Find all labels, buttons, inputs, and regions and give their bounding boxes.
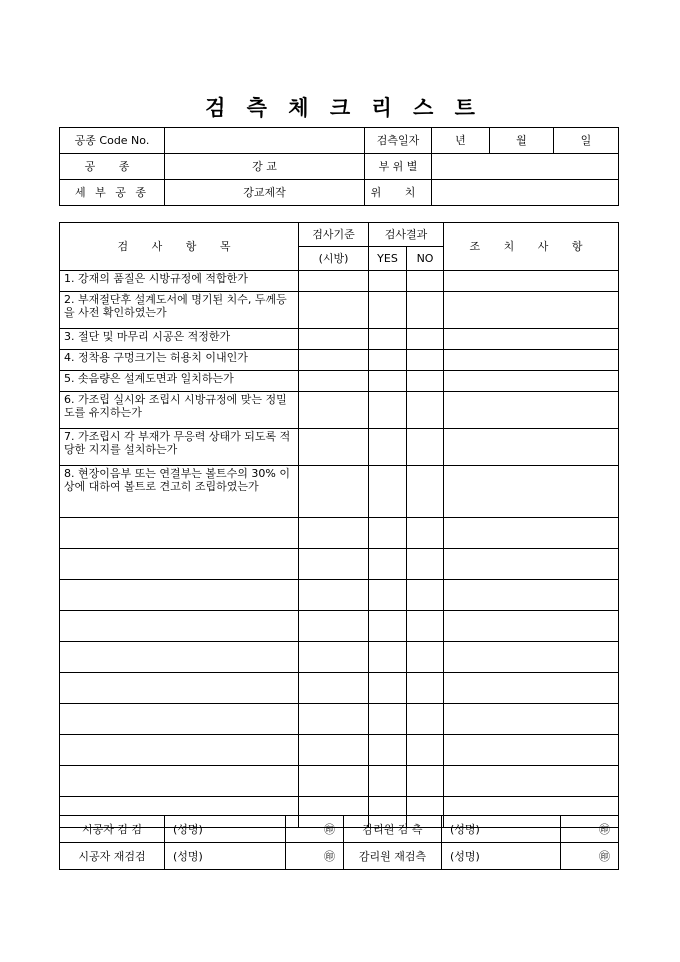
standard-cell[interactable] [299, 766, 369, 797]
action-cell[interactable] [444, 392, 619, 429]
yes-cell[interactable] [369, 429, 407, 466]
no-cell[interactable] [407, 673, 444, 704]
yes-cell[interactable] [369, 735, 407, 766]
empty-row [60, 642, 619, 673]
supervisor-reinspect-seal: ㊞ [561, 843, 619, 870]
standard-cell[interactable] [299, 329, 369, 350]
no-cell[interactable] [407, 271, 444, 292]
no-cell[interactable] [407, 704, 444, 735]
empty-row [60, 673, 619, 704]
empty-row [60, 766, 619, 797]
contractor-inspect-name[interactable]: (성명) [165, 816, 286, 843]
standard-cell[interactable] [299, 429, 369, 466]
supervisor-inspect-seal: ㊞ [561, 816, 619, 843]
item-cell[interactable] [60, 611, 299, 642]
standard-cell[interactable] [299, 611, 369, 642]
yes-cell[interactable] [369, 466, 407, 518]
work-code-field[interactable] [165, 128, 365, 154]
no-cell[interactable] [407, 392, 444, 429]
no-cell[interactable] [407, 466, 444, 518]
action-cell[interactable] [444, 292, 619, 329]
action-cell[interactable] [444, 704, 619, 735]
detail-work-field[interactable]: 강교제작 [165, 180, 365, 206]
action-cell[interactable] [444, 518, 619, 549]
action-cell[interactable] [444, 466, 619, 518]
supervisor-reinspect-label: 감리원 재검측 [344, 843, 442, 870]
work-type-label: 공 종 [60, 154, 165, 180]
empty-row [60, 704, 619, 735]
detail-work-label: 세 부 공 종 [60, 180, 165, 206]
date-day-field[interactable]: 일 [554, 128, 619, 154]
item-cell[interactable] [60, 580, 299, 611]
yes-cell[interactable] [369, 766, 407, 797]
standard-cell[interactable] [299, 580, 369, 611]
position-field[interactable] [432, 180, 619, 206]
standard-cell[interactable] [299, 642, 369, 673]
header-table [59, 127, 619, 206]
action-cell[interactable] [444, 329, 619, 350]
yes-cell[interactable] [369, 704, 407, 735]
item-cell[interactable] [60, 518, 299, 549]
col-standard-sub-header: (시방) [299, 247, 369, 271]
inspection-item: 2. 부재절단후 설계도서에 명기된 치수, 두께등을 사전 확인하였는가 [60, 292, 299, 329]
yes-cell[interactable] [369, 673, 407, 704]
standard-cell[interactable] [299, 371, 369, 392]
action-cell[interactable] [444, 735, 619, 766]
yes-cell[interactable] [369, 518, 407, 549]
yes-cell[interactable] [369, 580, 407, 611]
action-cell[interactable] [444, 371, 619, 392]
inspection-item: 3. 절단 및 마무리 시공은 적정한가 [60, 329, 299, 350]
empty-row [60, 580, 619, 611]
no-cell[interactable] [407, 350, 444, 371]
supervisor-inspect-label: 감리원 검 측 [344, 816, 442, 843]
no-cell[interactable] [407, 292, 444, 329]
col-action-header: 조 치 사 항 [444, 223, 619, 271]
location-part-field[interactable] [432, 154, 619, 180]
contractor-inspect-seal: ㊞ [286, 816, 344, 843]
no-cell[interactable] [407, 549, 444, 580]
work-type-field[interactable]: 강 교 [165, 154, 365, 180]
date-year-field[interactable]: 년 [432, 128, 490, 154]
standard-cell[interactable] [299, 518, 369, 549]
inspection-item: 7. 가조립시 각 부재가 무응력 상태가 되도록 적당한 지지를 설치하는가 [60, 429, 299, 466]
item-cell[interactable] [60, 673, 299, 704]
standard-cell[interactable] [299, 466, 369, 518]
action-cell[interactable] [444, 549, 619, 580]
no-cell[interactable] [407, 611, 444, 642]
contractor-reinspect-seal: ㊞ [286, 843, 344, 870]
inspection-item: 1. 강재의 품질은 시방규정에 적합한가 [60, 271, 299, 292]
no-cell[interactable] [407, 766, 444, 797]
no-cell[interactable] [407, 735, 444, 766]
no-cell[interactable] [407, 371, 444, 392]
work-code-label: 공종 Code No. [60, 128, 165, 154]
yes-cell[interactable] [369, 329, 407, 350]
item-cell[interactable] [60, 766, 299, 797]
yes-cell[interactable] [369, 392, 407, 429]
page-title: 검 측 체 크 리 스 트 [205, 95, 475, 120]
no-cell[interactable] [407, 518, 444, 549]
standard-cell[interactable] [299, 392, 369, 429]
empty-row [60, 735, 619, 766]
signature-table [59, 815, 619, 870]
location-part-label: 부 위 별 [365, 154, 432, 180]
empty-row [60, 518, 619, 549]
standard-cell[interactable] [299, 350, 369, 371]
standard-cell[interactable] [299, 735, 369, 766]
empty-row [60, 611, 619, 642]
supervisor-inspect-name[interactable]: (성명) [442, 816, 561, 843]
inspection-item: 6. 가조립 실시와 조립시 시방규정에 맞는 정밀도를 유지하는가 [60, 392, 299, 429]
col-result-header: 검사결과 [369, 223, 444, 247]
col-standard-header: 검사기준 [299, 223, 369, 247]
standard-cell[interactable] [299, 271, 369, 292]
yes-cell[interactable] [369, 611, 407, 642]
action-cell[interactable] [444, 429, 619, 466]
action-cell[interactable] [444, 673, 619, 704]
action-cell[interactable] [444, 611, 619, 642]
yes-cell[interactable] [369, 292, 407, 329]
inspection-item: 4. 정착용 구멍크기는 허용치 이내인가 [60, 350, 299, 371]
no-cell[interactable] [407, 580, 444, 611]
col-yes-header: YES [369, 247, 407, 271]
col-no-header: NO [407, 247, 444, 271]
supervisor-reinspect-name[interactable]: (성명) [442, 843, 561, 870]
action-cell[interactable] [444, 271, 619, 292]
item-cell[interactable] [60, 642, 299, 673]
yes-cell[interactable] [369, 350, 407, 371]
contractor-reinspect-label: 시공자 재검검 [60, 843, 165, 870]
action-cell[interactable] [444, 642, 619, 673]
date-month-field[interactable]: 월 [490, 128, 554, 154]
contractor-reinspect-name[interactable]: (성명) [165, 843, 286, 870]
inspection-item: 8. 현장이음부 또는 연결부는 볼트수의 30% 이상에 대하여 볼트로 견고히 조립하였는가 [60, 466, 299, 518]
action-cell[interactable] [444, 350, 619, 371]
yes-cell[interactable] [369, 642, 407, 673]
empty-row [60, 549, 619, 580]
standard-cell[interactable] [299, 704, 369, 735]
no-cell[interactable] [407, 329, 444, 350]
inspection-table [59, 222, 619, 828]
item-cell[interactable] [60, 735, 299, 766]
standard-cell[interactable] [299, 292, 369, 329]
standard-cell[interactable] [299, 673, 369, 704]
standard-cell[interactable] [299, 549, 369, 580]
col-items-header: 검 사 항 목 [60, 223, 299, 271]
no-cell[interactable] [407, 642, 444, 673]
yes-cell[interactable] [369, 271, 407, 292]
item-cell[interactable] [60, 704, 299, 735]
no-cell[interactable] [407, 429, 444, 466]
inspection-date-label: 검측일자 [365, 128, 432, 154]
item-cell[interactable] [60, 549, 299, 580]
contractor-inspect-label: 시공자 검 검 [60, 816, 165, 843]
yes-cell[interactable] [369, 371, 407, 392]
yes-cell[interactable] [369, 549, 407, 580]
action-cell[interactable] [444, 580, 619, 611]
position-label: 위 치 [365, 180, 432, 206]
action-cell[interactable] [444, 766, 619, 797]
inspection-item: 5. 솟음량은 설계도면과 일치하는가 [60, 371, 299, 392]
